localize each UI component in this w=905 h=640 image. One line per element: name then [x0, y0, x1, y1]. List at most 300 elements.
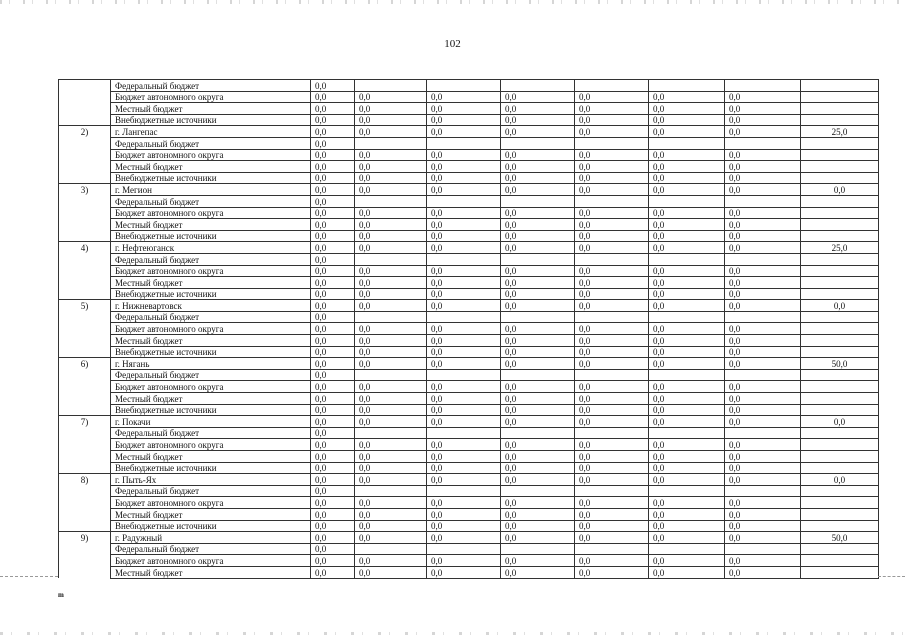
value-cell: 0,0 [575, 207, 649, 219]
total-cell [801, 195, 879, 207]
row-number [59, 265, 111, 277]
value-cell: 0,0 [427, 265, 501, 277]
value-cell: 0,0 [501, 300, 575, 312]
value-cell: 0,0 [427, 566, 501, 578]
value-cell: 0,0 [311, 80, 355, 92]
value-cell: 0,0 [649, 126, 725, 138]
row-number: 9) [59, 532, 111, 544]
value-cell: 0,0 [355, 497, 427, 509]
row-name: Федеральный бюджет [111, 485, 311, 497]
row-number [59, 277, 111, 289]
value-cell: 0,0 [725, 230, 801, 242]
row-name: Местный бюджет [111, 277, 311, 289]
value-cell: 0,0 [501, 346, 575, 358]
row-number [59, 91, 111, 103]
value-cell: 0,0 [501, 416, 575, 428]
row-number [59, 195, 111, 207]
value-cell: 0,0 [649, 532, 725, 544]
value-cell: 0,0 [355, 416, 427, 428]
table-row [59, 543, 879, 555]
table-row [59, 195, 879, 207]
value-cell: 0,0 [725, 439, 801, 451]
row-number [59, 543, 111, 555]
row-name: Бюджет автономного округа [111, 381, 311, 393]
value-cell [649, 311, 725, 323]
row-name: Федеральный бюджет [111, 311, 311, 323]
row-name: Бюджет автономного округа [111, 555, 311, 567]
value-cell: 0,0 [427, 532, 501, 544]
row-name: г. Радужный [111, 532, 311, 544]
value-cell [501, 137, 575, 149]
value-cell [427, 253, 501, 265]
value-cell [501, 543, 575, 555]
value-cell: 0,0 [575, 219, 649, 231]
value-cell: 0,0 [725, 393, 801, 405]
value-cell: 0,0 [311, 532, 355, 544]
value-cell: 0,0 [355, 393, 427, 405]
value-cell: 0,0 [355, 346, 427, 358]
value-cell: 0,0 [311, 103, 355, 115]
table-row [59, 451, 879, 463]
value-cell: 0,0 [649, 497, 725, 509]
value-cell: 0,0 [427, 242, 501, 254]
value-cell: 0,0 [575, 300, 649, 312]
value-cell: 0,0 [725, 497, 801, 509]
row-name: Местный бюджет [111, 508, 311, 520]
row-number [59, 219, 111, 231]
value-cell: 0,0 [427, 207, 501, 219]
row-number [59, 462, 111, 474]
value-cell: 0,0 [311, 358, 355, 370]
table-row [59, 230, 879, 242]
value-cell: 0,0 [725, 172, 801, 184]
value-cell: 0,0 [311, 404, 355, 416]
table-row [59, 265, 879, 277]
total-cell [801, 497, 879, 509]
value-cell: 0,0 [311, 230, 355, 242]
value-cell: 0,0 [575, 335, 649, 347]
value-cell: 0,0 [355, 207, 427, 219]
total-cell: 50,0 [801, 532, 879, 544]
value-cell [725, 311, 801, 323]
value-cell: 0,0 [311, 323, 355, 335]
total-cell [801, 137, 879, 149]
value-cell: 0,0 [501, 172, 575, 184]
total-cell [801, 230, 879, 242]
table-row [59, 358, 879, 370]
value-cell: 0,0 [501, 520, 575, 532]
total-cell [801, 520, 879, 532]
value-cell: 0,0 [311, 91, 355, 103]
total-cell: 0,0 [801, 416, 879, 428]
row-number: 2) [59, 126, 111, 138]
value-cell: 0,0 [355, 520, 427, 532]
value-cell: 0,0 [311, 184, 355, 196]
value-cell [725, 427, 801, 439]
value-cell: 0,0 [501, 161, 575, 173]
value-cell: 0,0 [311, 126, 355, 138]
scan-mark: m [58, 591, 64, 599]
row-number [59, 288, 111, 300]
row-number [59, 451, 111, 463]
value-cell: 0,0 [501, 566, 575, 578]
row-name: Федеральный бюджет [111, 137, 311, 149]
value-cell [427, 543, 501, 555]
value-cell: 0,0 [649, 439, 725, 451]
value-cell: 0,0 [575, 358, 649, 370]
value-cell: 0,0 [501, 230, 575, 242]
table-row [59, 369, 879, 381]
value-cell [355, 311, 427, 323]
total-cell [801, 543, 879, 555]
value-cell: 0,0 [355, 381, 427, 393]
value-cell [575, 369, 649, 381]
value-cell [649, 80, 725, 92]
table-row [59, 497, 879, 509]
table-row [59, 462, 879, 474]
value-cell: 0,0 [427, 358, 501, 370]
value-cell: 0,0 [355, 566, 427, 578]
table-row [59, 381, 879, 393]
value-cell: 0,0 [427, 416, 501, 428]
value-cell: 0,0 [649, 161, 725, 173]
row-name: г. Нефтеюганск [111, 242, 311, 254]
row-number [59, 393, 111, 405]
value-cell: 0,0 [311, 462, 355, 474]
value-cell: 0,0 [725, 555, 801, 567]
row-name: Местный бюджет [111, 219, 311, 231]
table-row [59, 242, 879, 254]
value-cell: 0,0 [575, 161, 649, 173]
table-row [59, 393, 879, 405]
row-number: 6) [59, 358, 111, 370]
total-cell [801, 439, 879, 451]
value-cell: 0,0 [427, 393, 501, 405]
value-cell [725, 137, 801, 149]
value-cell [355, 369, 427, 381]
value-cell: 0,0 [427, 404, 501, 416]
value-cell: 0,0 [725, 462, 801, 474]
value-cell: 0,0 [501, 114, 575, 126]
table-row [59, 485, 879, 497]
value-cell [355, 195, 427, 207]
value-cell: 0,0 [501, 451, 575, 463]
value-cell: 0,0 [311, 207, 355, 219]
value-cell: 0,0 [501, 508, 575, 520]
row-name: Федеральный бюджет [111, 80, 311, 92]
total-cell [801, 404, 879, 416]
value-cell: 0,0 [725, 346, 801, 358]
value-cell: 0,0 [427, 219, 501, 231]
row-name: Федеральный бюджет [111, 369, 311, 381]
value-cell: 0,0 [311, 474, 355, 486]
row-name: Бюджет автономного округа [111, 323, 311, 335]
total-cell [801, 265, 879, 277]
table-row [59, 346, 879, 358]
value-cell: 0,0 [649, 184, 725, 196]
value-cell: 0,0 [575, 91, 649, 103]
value-cell: 0,0 [575, 323, 649, 335]
value-cell: 0,0 [311, 253, 355, 265]
value-cell: 0,0 [575, 265, 649, 277]
row-number [59, 497, 111, 509]
row-name: Местный бюджет [111, 335, 311, 347]
row-number [59, 439, 111, 451]
value-cell: 0,0 [427, 451, 501, 463]
value-cell [725, 195, 801, 207]
value-cell: 0,0 [725, 300, 801, 312]
row-name: Бюджет автономного округа [111, 439, 311, 451]
value-cell: 0,0 [311, 172, 355, 184]
value-cell: 0,0 [501, 555, 575, 567]
total-cell [801, 346, 879, 358]
value-cell [575, 80, 649, 92]
value-cell: 0,0 [427, 277, 501, 289]
row-name: Внебюджетные источники [111, 404, 311, 416]
value-cell [725, 253, 801, 265]
table-row [59, 416, 879, 428]
value-cell [649, 427, 725, 439]
table-row [59, 288, 879, 300]
value-cell: 0,0 [355, 277, 427, 289]
value-cell: 0,0 [427, 474, 501, 486]
value-cell: 0,0 [355, 288, 427, 300]
value-cell: 0,0 [501, 335, 575, 347]
value-cell: 0,0 [649, 555, 725, 567]
value-cell: 0,0 [575, 439, 649, 451]
value-cell: 0,0 [311, 416, 355, 428]
table-row [59, 474, 879, 486]
page-number: 102 [444, 38, 461, 50]
row-name: Местный бюджет [111, 393, 311, 405]
value-cell [355, 137, 427, 149]
value-cell [501, 195, 575, 207]
value-cell: 0,0 [649, 219, 725, 231]
value-cell: 0,0 [311, 393, 355, 405]
value-cell: 0,0 [501, 323, 575, 335]
table-row [59, 508, 879, 520]
value-cell: 0,0 [725, 161, 801, 173]
row-name: Внебюджетные источники [111, 288, 311, 300]
value-cell: 0,0 [311, 161, 355, 173]
value-cell: 0,0 [355, 462, 427, 474]
value-cell: 0,0 [427, 462, 501, 474]
value-cell: 0,0 [355, 103, 427, 115]
row-number: 7) [59, 416, 111, 428]
value-cell: 0,0 [427, 555, 501, 567]
value-cell: 0,0 [575, 451, 649, 463]
value-cell: 0,0 [427, 520, 501, 532]
value-cell: 0,0 [311, 508, 355, 520]
row-name: Бюджет автономного округа [111, 149, 311, 161]
total-cell [801, 485, 879, 497]
value-cell [575, 195, 649, 207]
value-cell: 0,0 [575, 404, 649, 416]
value-cell: 0,0 [575, 103, 649, 115]
table-row [59, 311, 879, 323]
value-cell: 0,0 [725, 265, 801, 277]
row-number [59, 161, 111, 173]
value-cell: 0,0 [311, 427, 355, 439]
table-row [59, 566, 879, 578]
value-cell: 0,0 [575, 555, 649, 567]
value-cell: 0,0 [311, 346, 355, 358]
row-name: Внебюджетные источники [111, 520, 311, 532]
table-row [59, 137, 879, 149]
value-cell: 0,0 [725, 508, 801, 520]
row-name: Внебюджетные источники [111, 230, 311, 242]
budget-table [58, 79, 879, 579]
value-cell [355, 80, 427, 92]
row-number: 3) [59, 184, 111, 196]
value-cell: 0,0 [575, 346, 649, 358]
value-cell [501, 311, 575, 323]
value-cell: 0,0 [725, 416, 801, 428]
total-cell [801, 288, 879, 300]
value-cell [355, 253, 427, 265]
value-cell: 0,0 [501, 404, 575, 416]
value-cell [649, 369, 725, 381]
table-row [59, 555, 879, 567]
row-name: Федеральный бюджет [111, 195, 311, 207]
value-cell: 0,0 [725, 277, 801, 289]
value-cell: 0,0 [501, 439, 575, 451]
value-cell [649, 195, 725, 207]
value-cell: 0,0 [427, 91, 501, 103]
total-cell: 0,0 [801, 184, 879, 196]
value-cell: 0,0 [575, 126, 649, 138]
value-cell: 0,0 [575, 474, 649, 486]
total-cell [801, 219, 879, 231]
value-cell: 0,0 [725, 288, 801, 300]
row-number [59, 485, 111, 497]
value-cell [427, 80, 501, 92]
value-cell: 0,0 [311, 485, 355, 497]
value-cell: 0,0 [311, 381, 355, 393]
value-cell: 0,0 [649, 103, 725, 115]
value-cell: 0,0 [725, 91, 801, 103]
total-cell [801, 555, 879, 567]
value-cell: 0,0 [311, 566, 355, 578]
row-name: Федеральный бюджет [111, 253, 311, 265]
value-cell [427, 311, 501, 323]
total-cell [801, 207, 879, 219]
table-row [59, 253, 879, 265]
row-number [59, 555, 111, 567]
row-name: Бюджет автономного округа [111, 265, 311, 277]
value-cell [427, 485, 501, 497]
value-cell: 0,0 [575, 497, 649, 509]
value-cell: 0,0 [649, 508, 725, 520]
value-cell: 0,0 [311, 543, 355, 555]
value-cell: 0,0 [575, 381, 649, 393]
value-cell: 0,0 [501, 277, 575, 289]
value-cell [575, 427, 649, 439]
total-cell [801, 103, 879, 115]
value-cell: 0,0 [427, 161, 501, 173]
value-cell: 0,0 [725, 520, 801, 532]
value-cell: 0,0 [355, 149, 427, 161]
table-row [59, 300, 879, 312]
table-row [59, 532, 879, 544]
value-cell: 0,0 [649, 381, 725, 393]
value-cell: 0,0 [501, 497, 575, 509]
value-cell: 0,0 [355, 242, 427, 254]
table-row [59, 172, 879, 184]
row-number [59, 508, 111, 520]
table-row [59, 184, 879, 196]
value-cell: 0,0 [725, 149, 801, 161]
value-cell: 0,0 [725, 207, 801, 219]
value-cell: 0,0 [501, 358, 575, 370]
value-cell [575, 543, 649, 555]
row-number [59, 520, 111, 532]
total-cell [801, 80, 879, 92]
row-number [59, 172, 111, 184]
value-cell: 0,0 [501, 474, 575, 486]
value-cell: 0,0 [427, 184, 501, 196]
row-name: г. Лангепас [111, 126, 311, 138]
row-name: Федеральный бюджет [111, 427, 311, 439]
value-cell: 0,0 [575, 242, 649, 254]
row-name: Внебюджетные источники [111, 346, 311, 358]
table-row [59, 219, 879, 231]
value-cell: 0,0 [311, 520, 355, 532]
table-row [59, 161, 879, 173]
table-row [59, 404, 879, 416]
total-cell [801, 508, 879, 520]
value-cell [501, 80, 575, 92]
value-cell: 0,0 [427, 335, 501, 347]
table-row [59, 277, 879, 289]
value-cell: 0,0 [575, 149, 649, 161]
value-cell: 0,0 [575, 172, 649, 184]
value-cell: 0,0 [427, 381, 501, 393]
row-name: Местный бюджет [111, 161, 311, 173]
total-cell: 50,0 [801, 358, 879, 370]
total-cell [801, 172, 879, 184]
value-cell: 0,0 [725, 404, 801, 416]
value-cell: 0,0 [311, 265, 355, 277]
row-name: Местный бюджет [111, 451, 311, 463]
value-cell: 0,0 [725, 358, 801, 370]
value-cell: 0,0 [355, 114, 427, 126]
row-number [59, 427, 111, 439]
table-row [59, 126, 879, 138]
value-cell: 0,0 [501, 265, 575, 277]
total-cell: 0,0 [801, 474, 879, 486]
value-cell: 0,0 [501, 219, 575, 231]
value-cell: 0,0 [427, 103, 501, 115]
value-cell [725, 369, 801, 381]
value-cell: 0,0 [311, 277, 355, 289]
row-name: Местный бюджет [111, 566, 311, 578]
table-row [59, 520, 879, 532]
value-cell: 0,0 [575, 114, 649, 126]
value-cell: 0,0 [649, 520, 725, 532]
value-cell: 0,0 [501, 149, 575, 161]
value-cell: 0,0 [649, 462, 725, 474]
table-row [59, 149, 879, 161]
row-name: г. Нижневартовск [111, 300, 311, 312]
value-cell: 0,0 [311, 149, 355, 161]
value-cell: 0,0 [725, 242, 801, 254]
total-cell: 25,0 [801, 126, 879, 138]
value-cell: 0,0 [649, 474, 725, 486]
value-cell [575, 253, 649, 265]
row-name: Бюджет автономного округа [111, 497, 311, 509]
total-cell [801, 393, 879, 405]
